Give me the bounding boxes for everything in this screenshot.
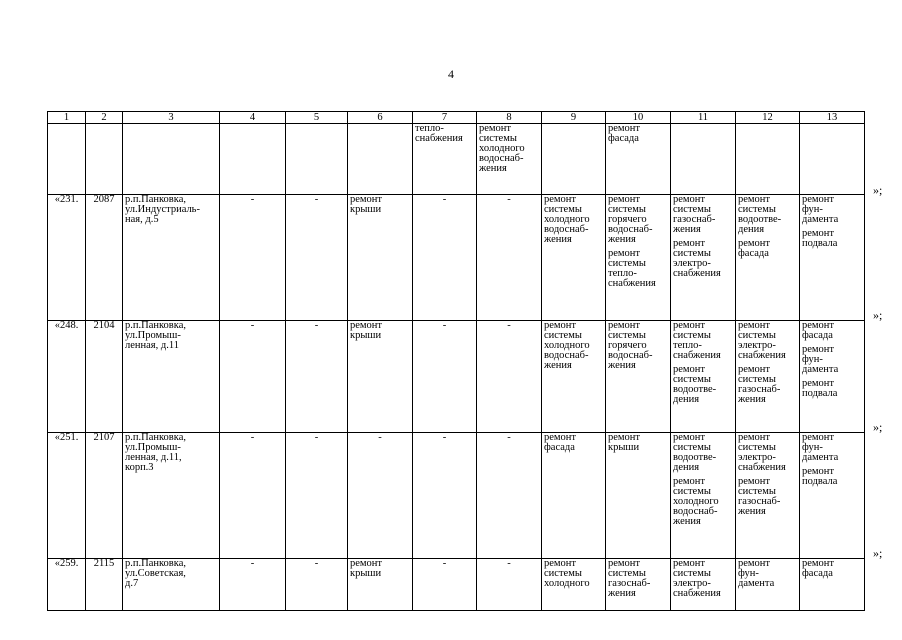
cell-paragraph: ремонт системы холодного водоснаб- жения [479,123,525,174]
cell-col-11 [671,433,736,559]
cell-paragraph: ремонт крыши [608,432,641,453]
cell-paragraph: ремонт фасада [738,238,771,259]
cell-col-10 [606,124,671,195]
cell-col-5: - [286,433,348,559]
cell-col-5 [286,124,348,195]
row-terminator: »; [873,546,883,560]
cell-col-8: - [477,321,542,433]
cell-col-4 [220,124,286,195]
cell-paragraph: ремонт фасада [802,320,835,341]
cell-col-9 [542,559,606,611]
cell-col-4: - [220,321,286,433]
cell-col-2 [86,124,123,195]
cell-col-13 [800,559,865,611]
cell-col-11 [671,124,736,195]
cell-col-6 [348,321,413,433]
cell-paragraph: ремонт системы водоотве- дения [673,364,717,405]
cell-paragraph: ремонт системы газоснаб- жения [738,476,781,517]
cell-paragraph: ремонт подвала [802,228,838,249]
cell-col-12 [736,124,800,195]
cell-col-8: - [477,559,542,611]
cell-col-2: 2107 [86,433,123,559]
cell-col-11 [671,321,736,433]
cell-col-6 [348,195,413,321]
cell-paragraph: ремонт системы горячего водоснаб- жения [608,194,653,245]
cell-col-7: - [413,321,477,433]
column-header-6: 6 [348,112,413,124]
cell-col-9 [542,124,606,195]
cell-col-7 [413,124,477,195]
cell-paragraph: ремонт системы электро- снабжения [673,238,721,279]
cell-col-2: 2115 [86,559,123,611]
cell-col-11 [671,559,736,611]
cell-paragraph: ремонт системы газоснаб- жения [608,558,651,599]
cell-col-12 [736,321,800,433]
cell-paragraph: ремонт системы электро- снабжения [673,558,721,599]
cell-paragraph: ремонт системы холодного водоснаб- жения [673,476,719,527]
cell-paragraph: ремонт системы газоснаб- жения [738,364,781,405]
cell-col-1: «248. [48,321,86,433]
cell-col-5: - [286,559,348,611]
cell-paragraph: ремонт крыши [350,558,383,579]
column-header-5: 5 [286,112,348,124]
cell-col-10 [606,195,671,321]
cell-paragraph: ремонт фасада [802,558,835,579]
table-row [48,321,865,433]
cell-col-5: - [286,321,348,433]
row-terminator: »; [873,183,883,197]
column-header-12: 12 [736,112,800,124]
cell-col-4: - [220,195,286,321]
table-row [48,559,865,611]
cell-paragraph: ремонт системы водоотве- дения [673,432,717,473]
cell-col-6 [348,559,413,611]
column-header-11: 11 [671,112,736,124]
table-row [48,433,865,559]
cell-paragraph: ремонт системы холодного [544,558,590,589]
cell-col-1: «259. [48,559,86,611]
cell-col-13 [800,321,865,433]
cell-col-8: - [477,195,542,321]
cell-paragraph: ремонт фун- дамента [802,194,839,225]
cell-col-3: р.п.Панковка, ул.Индустриаль- ная, д.5 [123,195,220,321]
cell-col-4: - [220,559,286,611]
cell-col-8: - [477,433,542,559]
cell-paragraph: тепло- снабжения [415,123,463,144]
cell-col-7: - [413,433,477,559]
row-terminator: »; [873,420,883,434]
column-header-1: 1 [48,112,86,124]
cell-paragraph: ремонт системы электро- снабжения [738,432,786,473]
cell-paragraph: ремонт фасада [608,123,641,144]
cell-paragraph: ремонт фун- дамента [802,344,839,375]
cell-col-10 [606,321,671,433]
cell-col-3: р.п.Панковка, ул.Промыш- ленная, д.11, корп.3 [123,433,220,559]
cell-col-2: 2104 [86,321,123,433]
cell-paragraph: ремонт системы тепло- снабжения [673,320,721,361]
column-header-4: 4 [220,112,286,124]
cell-paragraph: ремонт системы горячего водоснаб- жения [608,320,653,371]
continuation-row [48,124,865,195]
cell-col-3 [123,124,220,195]
cell-paragraph: ремонт крыши [350,194,383,215]
cell-paragraph: ремонт фун- дамента [738,558,775,589]
cell-col-1: «231. [48,195,86,321]
column-header-2: 2 [86,112,123,124]
cell-col-1 [48,124,86,195]
cell-col-13 [800,124,865,195]
cell-col-10 [606,559,671,611]
cell-col-8 [477,124,542,195]
cell-paragraph: ремонт подвала [802,466,838,487]
cell-col-12 [736,433,800,559]
cell-paragraph: ремонт фун- дамента [802,432,839,463]
cell-col-1: «251. [48,433,86,559]
cell-col-11 [671,195,736,321]
cell-col-6 [348,124,413,195]
cell-col-7: - [413,559,477,611]
cell-col-7: - [413,195,477,321]
cell-col-5: - [286,195,348,321]
cell-col-13 [800,433,865,559]
column-header-7: 7 [413,112,477,124]
cell-paragraph: ремонт системы электро- снабжения [738,320,786,361]
cell-col-6: - [348,433,413,559]
cell-col-13 [800,195,865,321]
cell-col-9 [542,321,606,433]
cell-col-3: р.п.Панковка, ул.Промыш- ленная, д.11 [123,321,220,433]
cell-col-2: 2087 [86,195,123,321]
cell-paragraph: ремонт системы холодного водоснаб- жения [544,320,590,371]
cell-paragraph: ремонт системы газоснаб- жения [673,194,716,235]
cell-col-12 [736,195,800,321]
cell-paragraph: ремонт системы водоотве- дения [738,194,782,235]
column-header-8: 8 [477,112,542,124]
cell-col-3: р.п.Панковка, ул.Советская, д.7 [123,559,220,611]
column-header-13: 13 [800,112,865,124]
cell-col-10 [606,433,671,559]
column-number-header [48,112,865,124]
repair-schedule-table [47,111,865,611]
cell-paragraph: ремонт подвала [802,378,838,399]
column-header-10: 10 [606,112,671,124]
cell-col-12 [736,559,800,611]
cell-paragraph: ремонт системы холодного водоснаб- жения [544,194,590,245]
cell-paragraph: ремонт крыши [350,320,383,341]
cell-col-9 [542,195,606,321]
row-terminator: »; [873,308,883,322]
column-header-9: 9 [542,112,606,124]
cell-paragraph: ремонт фасада [544,432,577,453]
cell-col-4: - [220,433,286,559]
cell-paragraph: ремонт системы тепло- снабжения [608,248,656,289]
page-number: 4 [448,67,454,81]
cell-col-9 [542,433,606,559]
column-header-3: 3 [123,112,220,124]
table-row [48,195,865,321]
